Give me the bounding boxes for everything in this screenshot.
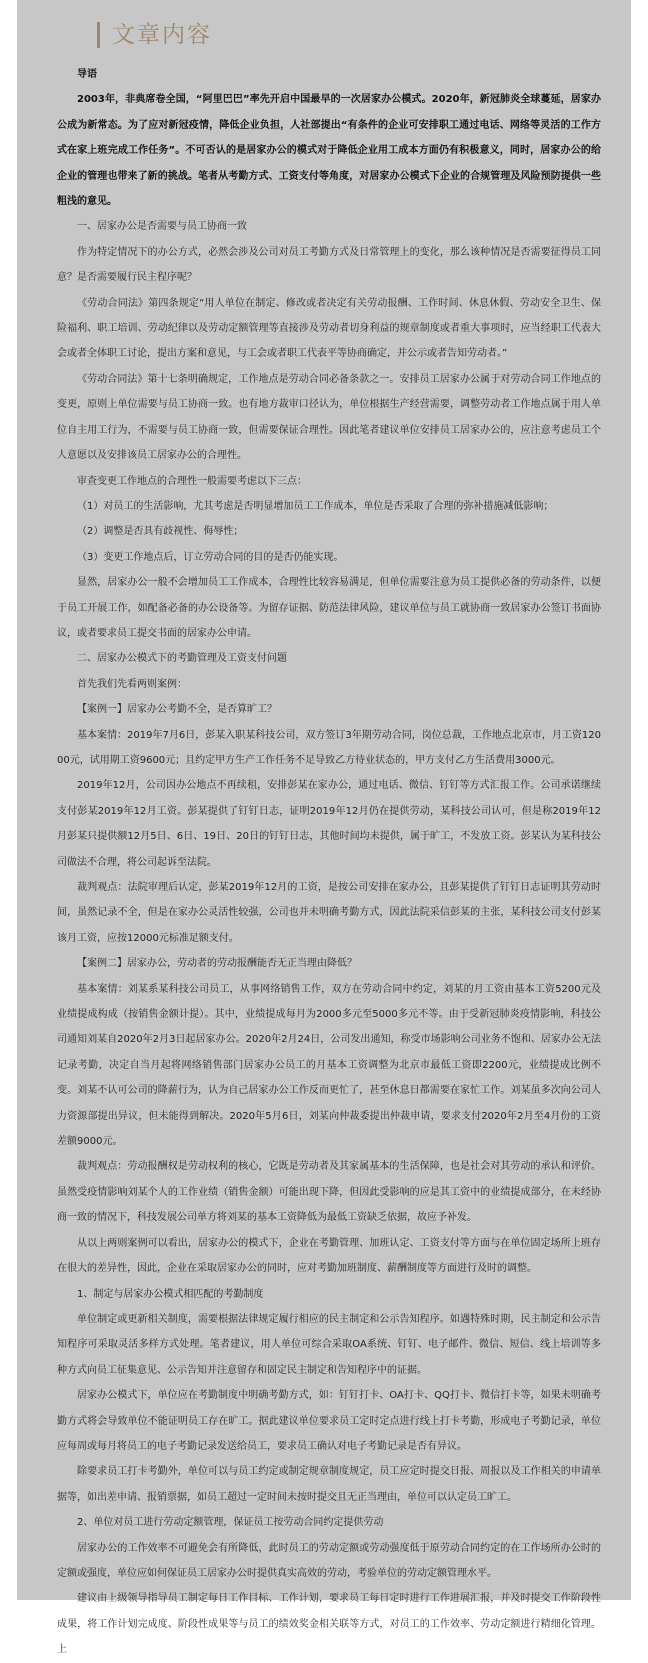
paragraph: 一、居家办公是否需要与员工协商一致 [77, 221, 247, 233]
paragraph: 单位制定或更新相关制度，需要根据法律规定履行相应的民主制定和公示告知程序。如遇特殊时期，民主制定和公示告知程序可采取灵活多样方式处理。笔者建议，用人单位可综合采取OA系统、钉钉、电子邮件、微信、短信、线上培训等多种方式向员工征集意见、公示告知并注意留存和固定民主制定和告知程序中的证据。 [57, 1313, 601, 1376]
paragraph: （3）变更工作地点后，订立劳动合同的目的是否仍能实现。 [77, 551, 344, 563]
paragraph: 裁判观点：劳动报酬权是劳动权利的核心，它既是劳动者及其家属基本的生活保障，也是社会对其劳动的承认和评价。虽然受疫情影响刘某个人的工作业绩（销售金额）可能出现下降，但因此受影响的应是其工资中的业绩提成部分，在未经协商一致的情况下，科技发展公司单方将刘某的基本工资降低为最低工资缺乏依据，故应予补发。 [57, 1161, 601, 1224]
paragraph: 《劳动合同法》第十七条明确规定，工作地点是劳动合同必备条款之一。安排员工居家办公属于对劳动合同工作地点的变更，原则上单位需要与员工协商一致。也有地方裁审口径认为，单位根据生产经营需要，调整劳动者工作地点属于用人单位自主用工行为，不需要与员工协商一致，但需要保证合理性。因此笔者建议单位安排员工居家办公的，应注意考虑员工个人意愿以及安排该员工居家办公的合理性。 [57, 373, 601, 462]
paragraph: 2003年，非典席卷全国，“阿里巴巴”率先开启中国最早的一次居家办公模式。2020年，新冠肺炎全球蔓延，居家办公成为新常态。为了应对新冠疫情，降低企业负担，人社部提出“有条件的企业可安排职工通过电话、网络等灵活的工作方式在家上班完成工作任务”。不可否认的是居家办公的模式对于降低企业用工成本方面仍有积极意义，同时，居家办公的给企业的管理也带来了新的挑战。笔者从考勤方式、工资支付等角度，对居家办公模式下企业的合规管理及风险预防提供一些粗浅的意见。 [57, 94, 601, 208]
paragraph: 建议由上级领导指导员工制定每日工作目标、工作计划，要求员工每日定时进行工作进展汇报，并及时提交工作阶段性成果，将工作计划完成度、阶段性成果等与员工的绩效奖金相关联等方式，对员工的工作效率、劳动定额进行精细化管理。上 [57, 1593, 601, 1656]
section-title: 文章内容 [112, 22, 212, 48]
paragraph: 【案例二】居家办公，劳动者的劳动报酬能否无正当理由降低？ [77, 958, 357, 970]
paragraph: 居家办公模式下，单位应在考勤制度中明确考勤方式，如：钉钉打卡、OA打卡、QQ打卡、微信打卡等，如果未明确考勤方式将会导致单位不能证明员工存在旷工。据此建议单位要求员工定时定点进行线上打卡考勤，形成电子考勤记录，单位应每周或每月将员工的电子考勤记录发送给员工，要求员工确认对电子考勤记录是否有异议。 [57, 1390, 601, 1452]
lead-label: 导语 [77, 69, 97, 80]
paragraph: 从以上两则案例可以看出，居家办公的模式下，企业在考勤管理、加班认定、工资支付等方面与在单位固定场所上班存在很大的差异性，因此，企业在采取居家办公的同时，应对考勤加班制度、薪酬制度等方面进行及时的调整。 [57, 1237, 601, 1275]
paragraph: 1、制定与居家办公模式相匹配的考勤制度 [77, 1288, 264, 1300]
paragraph: 居家办公的工作效率不可避免会有所降低，此时员工的劳动定额或劳动强度低于原劳动合同约定的在工作场所办公时的定额或强度，单位应如何保证员工居家办公时提供真实高效的劳动，考验单位的劳动定额管理水平。 [57, 1542, 601, 1579]
article-page [17, 0, 631, 1656]
paragraph: 作为特定情况下的办公方式，必然会涉及公司对员工考勤方式及日常管理上的变化，那么该种情况是否需要征得员工同意？是否需要履行民主程序呢？ [57, 246, 601, 284]
paragraph: 首先我们先看两则案例： [77, 678, 187, 690]
paragraph: 《劳动合同法》第四条规定“用人单位在制定、修改或者决定有关劳动报酬、工作时间、休息休假、劳动安全卫生、保险福利、职工培训、劳动纪律以及劳动定额管理等直接涉及劳动者切身利益的规章制度或者重大事项时，应当经职工代表大会或者全体职工讨论，提出方案和意见，与工会或者职工代表平等协商确定，并公示或者告知劳动者。” [57, 297, 601, 360]
paragraph: 审查变更工作地点的合理性一般需要考虑以下三点： [77, 475, 307, 487]
paragraph: 基本案情：刘某系某科技公司员工，从事网络销售工作，双方在劳动合同中约定，刘某的月工资由基本工资5200元及业绩提成构成（按销售金额计提）。其中，业绩提成每月为2000多元至5000多元不等。由于受新冠肺炎疫情影响，科技公司通知刘某自2020年2月3日起居家办公。2020年2月24日，公司发出通知，称受市场影响公司业务不饱和、居家办公无法记录考勤，决定自当月起将网络销售部门居家办公员工的月基本工资调整为北京市最低工资即2200元，业绩提成比例不变。刘某不认可公司的降薪行为，认为自己居家办公工作反而更忙了，甚至休息日都需要在家忙工作。刘某虽多次向公司人力资源部提出异议，但未能得到解决。2020年5月6日，刘某向仲裁委提出仲裁申请，要求支付2020年2月至4月份的工资差额9000元。 [57, 983, 601, 1148]
paragraph: 除要求员工打卡考勤外，单位可以与员工约定或制定规章制度规定，员工应定时提交日报、周报以及工作相关的申请单据等，如出差申请、报销票据，如员工超过一定时间未按时提交且无正当理由，单位可以认定员工旷工。 [57, 1466, 601, 1503]
paragraph: 显然，居家办公一般不会增加员工工作成本，合理性比较容易满足，但单位需要注意为员工提供必备的劳动条件，以便于员工开展工作，如配备必备的办公设备等。为留存证据、防范法律风险，建议单位与员工就协商一致居家办公签订书面协议，或者要求员工提交书面的居家办公申请。 [57, 577, 601, 639]
paragraph: 【案例一】居家办公考勤不全，是否算旷工？ [77, 704, 277, 716]
paragraph: （2）调整是否具有歧视性、侮辱性； [77, 526, 244, 538]
section-header [97, 20, 212, 50]
paragraph: 基本案情：2019年7月6日，彭某入职某科技公司，双方签订3年期劳动合同，岗位总裁，工作地点北京市，月工资12000元，试用期工资9600元；且约定甲方生产工作任务不足导致乙方待业状态的，甲方支付乙方生活费用3000元。 [57, 729, 601, 766]
paragraph: 2、单位对员工进行劳动定额管理，保证员工按劳动合同约定提供劳动 [77, 1517, 384, 1529]
paragraph: 2019年12月，公司因办公地点不再续租，安排彭某在家办公，通过电话、微信、钉钉等方式汇报工作。公司承诺继续支付彭某2019年12月工资。彭某提供了钉钉日志，证明2019年12月仍在提供劳动，某科技公司认可，但是称2019年12月彭某只提供额12月5日、6日、19日、20日的钉钉日志，其他时间均未提供，属于旷工，不发放工资。彭某认为某科技公司做法不合理，将公司起诉至法院。 [57, 780, 601, 868]
paragraph: 二、居家办公模式下的考勤管理及工资支付问题 [77, 653, 287, 665]
paragraph: （1）对员工的生活影响，尤其考虑是否明显增加员工工作成本，单位是否采取了合理的弥补措施减低影响； [77, 500, 554, 512]
header-accent-bar [97, 22, 100, 48]
paragraph-list [57, 87, 601, 1662]
article-body [57, 62, 601, 1663]
paragraph: 裁判观点：法院审理后认定，彭某2019年12月的工资，是按公司安排在家办公，且彭某提供了钉钉日志证明其劳动时间，虽然记录不全，但是在家办公灵活性较强，公司也并未明确考勤方式，因此法院采信彭某的主张，某科技公司支付彭某该月工资，应按12000元标准足额支付。 [57, 882, 601, 944]
